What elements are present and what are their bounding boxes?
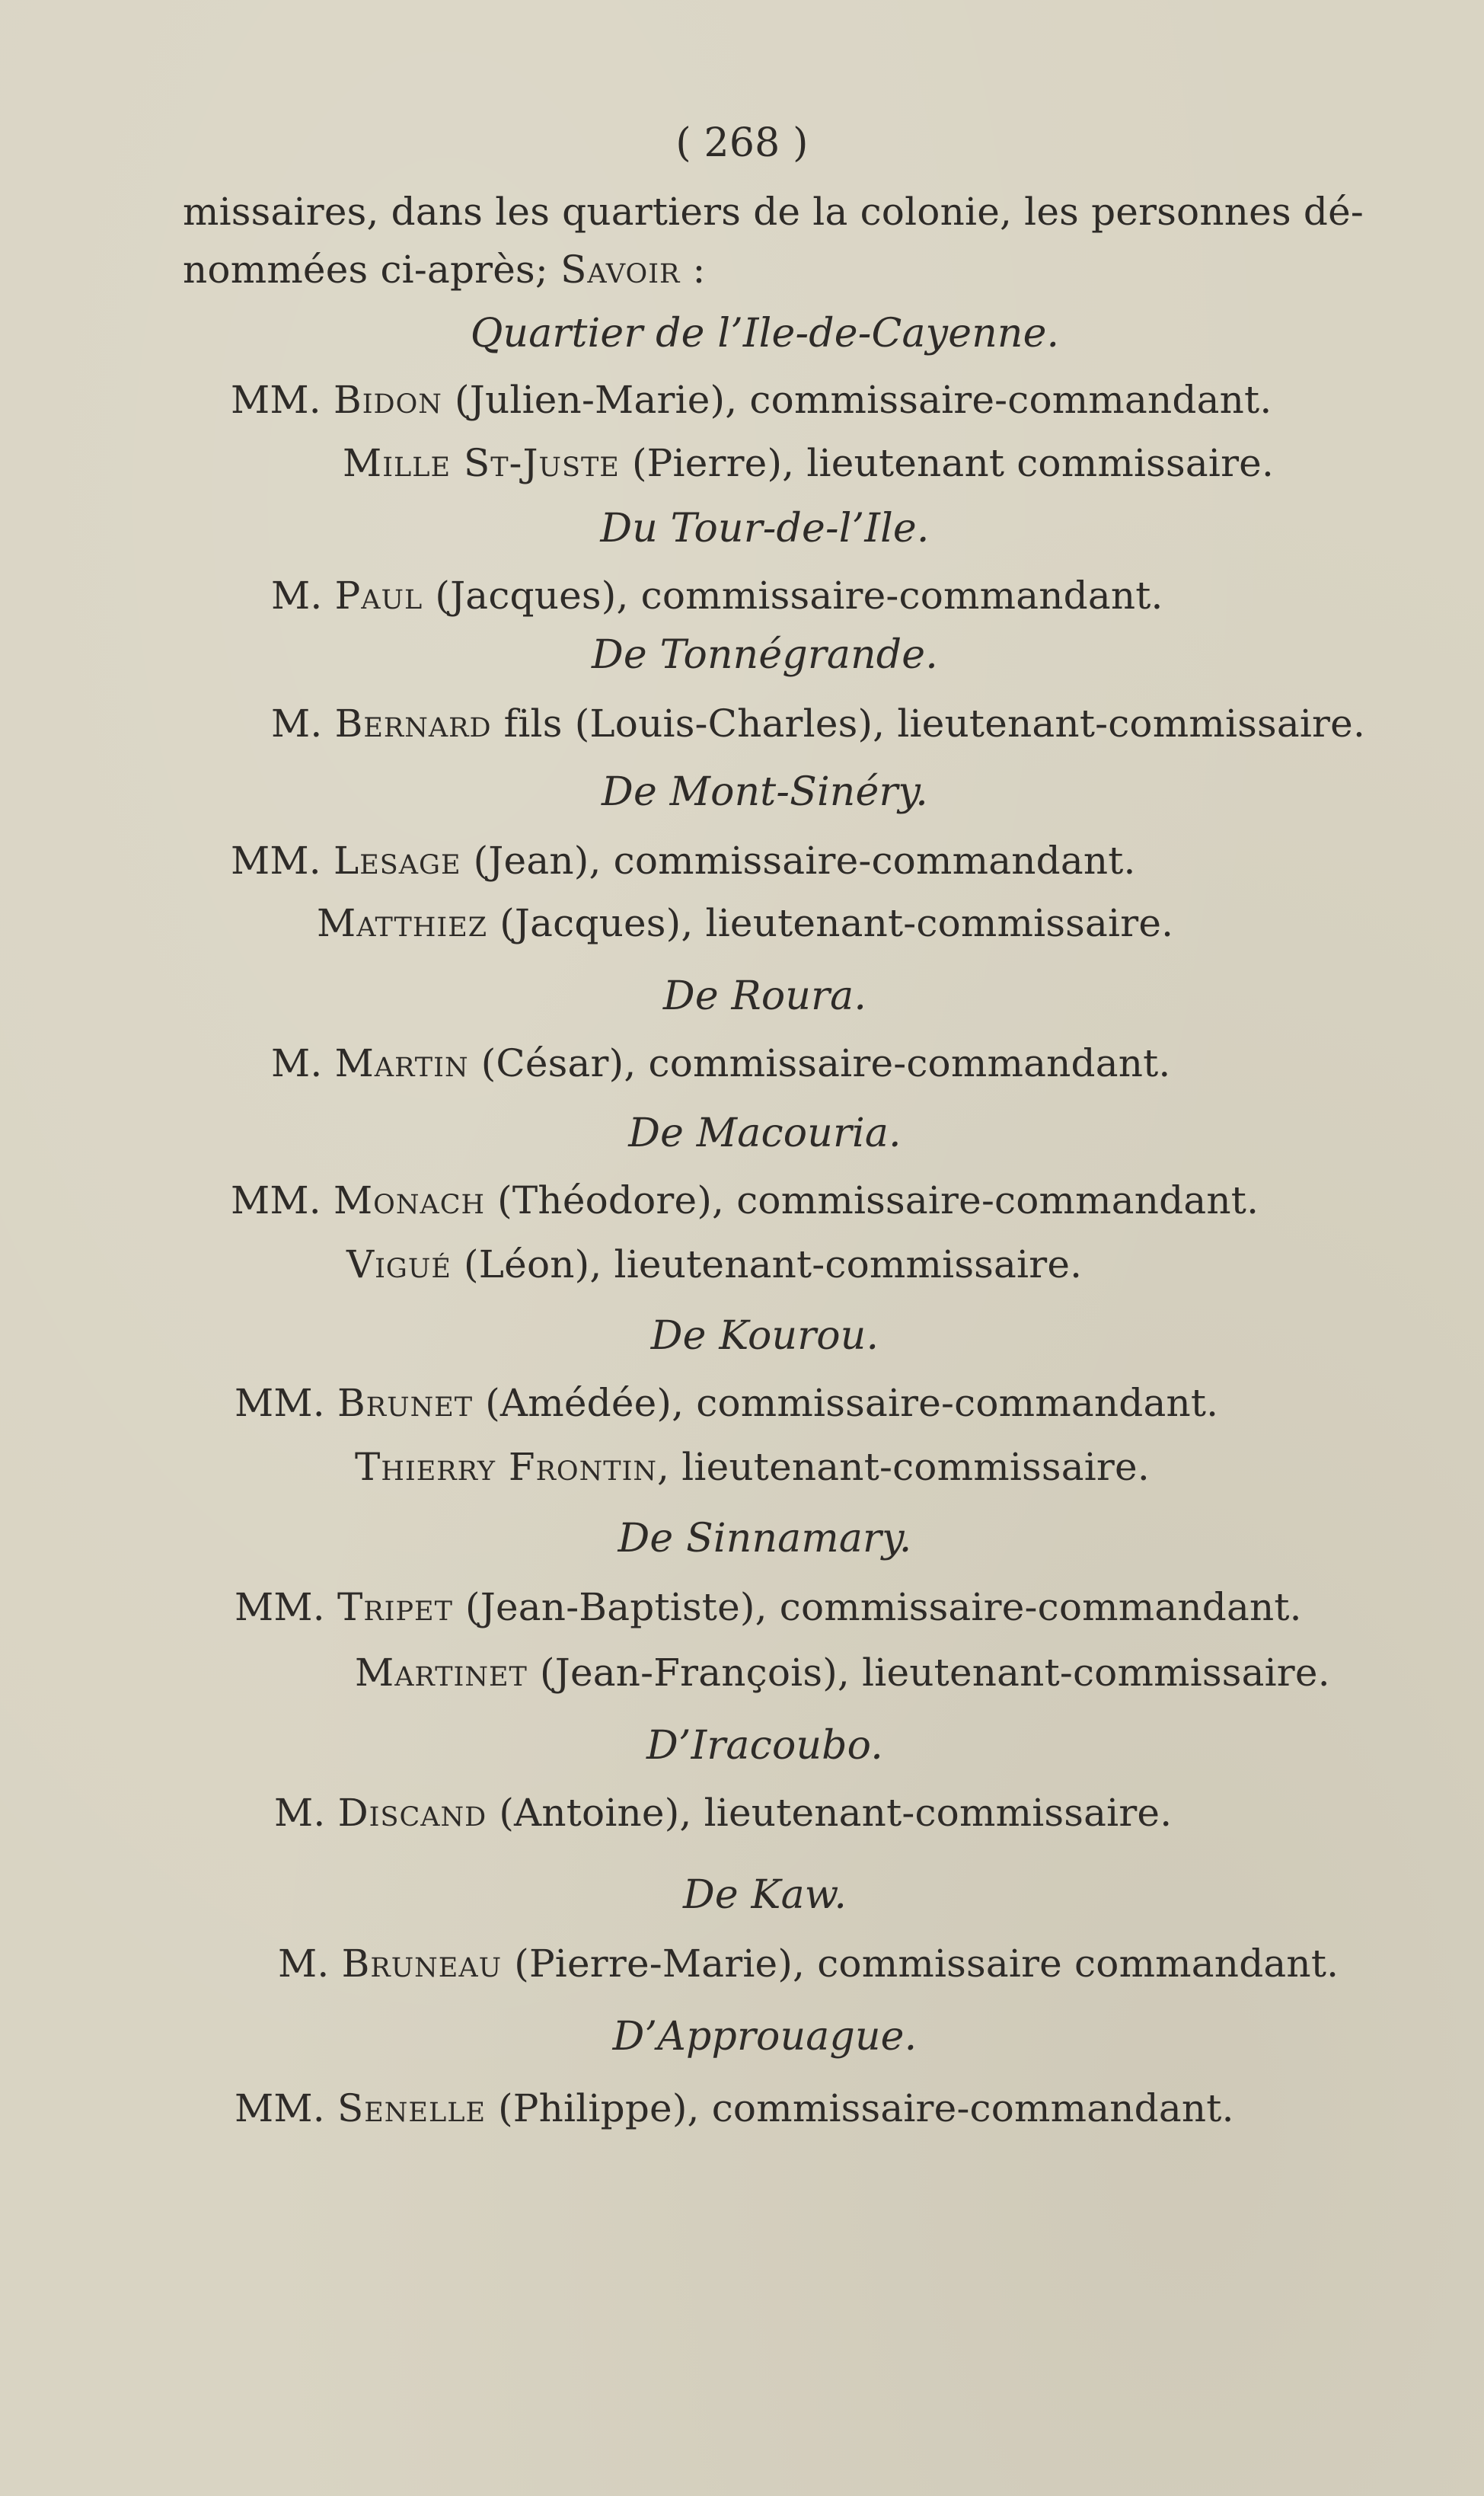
entry-rest: (Théodore), commissaire-commandant. [485,1178,1259,1222]
entry-prefix: MM. [235,1381,325,1425]
entry-name: Bruneau [341,1942,503,1986]
entry-martinet [355,1650,1330,1695]
entry-name: Matthiez [317,901,488,945]
entry-rest: (Jean-Baptiste), commissaire-commandant. [452,1585,1302,1629]
entry-thierry-frontin [355,1444,1150,1490]
entry-vigue [346,1242,1082,1287]
entry-tripet [235,1584,1302,1630]
entry-brunet [235,1380,1218,1426]
entry-prefix: MM. [235,2086,325,2130]
entry-rest: (Jean), commissaire-commandant. [461,839,1136,883]
entry-prefix: MM. [235,1585,325,1629]
entry-rest: (Julien-Marie), commissaire-commandant. [442,378,1272,422]
entry-rest: (Amédée), commissaire-commandant. [473,1381,1219,1425]
entry-name: Bernard [334,702,492,746]
entry-rest: (Philippe), commissaire-commandant. [486,2086,1234,2130]
intro-savoir: Savoir [560,248,681,292]
entry-name: Mille St-Juste [343,441,620,485]
intro-text: nommées ci-après; [183,248,561,292]
entry-prefix: MM. [231,378,321,422]
entry-mille-st-juste [343,440,1274,486]
entry-monach [231,1178,1259,1223]
intro-colon: : [680,248,706,292]
entry-name: Lesage [333,839,461,883]
section-title-tour-de-l-ile: Du Tour-de-l’Ile. [600,506,930,551]
entry-prefix: M. [271,702,323,746]
entry-name: Monach [333,1178,486,1222]
entry-name: Martin [334,1041,469,1085]
entry-martin [271,1040,1171,1086]
entry-rest: (Jacques), lieutenant-commissaire. [487,901,1174,945]
section-title-approuague: D’Approuague. [612,2014,918,2060]
entry-prefix: MM. [231,839,321,883]
entry-prefix: M. [271,574,323,618]
entry-rest: (Pierre-Marie), commissaire commandant. [502,1942,1339,1986]
entry-senelle [235,2085,1234,2131]
entry-name: Paul [334,574,423,618]
entry-prefix: M. [278,1942,330,1986]
entry-name: Thierry Frontin [355,1445,658,1489]
section-title-ile-de-cayenne: Quartier de l’Ile-de-Cayenne. [470,311,1060,356]
page-number: ( 268 ) [675,120,809,166]
entry-name: Brunet [337,1381,474,1425]
entry-name: Vigué [346,1242,452,1286]
section-title-sinnamary: De Sinnamary. [618,1516,912,1561]
section-title-kourou: De Kourou. [650,1313,879,1359]
entry-name: Tripet [337,1585,453,1629]
intro-line-1: missaires, dans les quartiers de la colonie, les personnes dé- [183,190,1364,234]
entry-rest: fils (Louis-Charles), lieutenant-commissaire. [491,702,1366,746]
entry-prefix: M. [271,1041,323,1085]
entry-bruneau [278,1941,1339,1986]
entry-name: Discand [337,1791,487,1835]
section-title-macouria: De Macouria. [628,1111,902,1156]
section-title-tonnegrande: De Tonnégrande. [592,632,938,678]
entry-rest: (César), commissaire-commandant. [468,1041,1171,1085]
section-title-kaw: De Kaw. [682,1872,847,1918]
entry-bernard [271,701,1365,746]
entry-rest: (Pierre), lieutenant commissaire. [619,441,1275,485]
entry-name: Senelle [337,2086,486,2130]
section-title-mont-sinery: De Mont-Sinéry. [602,769,928,815]
entry-discand [274,1790,1172,1836]
intro-line-2 [183,247,706,292]
section-title-roura: De Roura. [662,973,867,1019]
entry-prefix: MM. [231,1178,321,1222]
entry-name: Martinet [355,1651,528,1695]
entry-matthiez [317,900,1173,946]
entry-rest: , lieutenant-commissaire. [657,1445,1150,1489]
entry-paul [271,573,1163,618]
entry-rest: (Jean-François), lieutenant-commissaire. [527,1651,1330,1695]
entry-bidon [231,377,1272,423]
entry-lesage [231,838,1136,884]
entry-rest: (Léon), lieutenant-commissaire. [451,1242,1083,1286]
section-title-iracoubo: D’Iracoubo. [646,1723,883,1769]
entry-rest: (Antoine), lieutenant-commissaire. [487,1791,1173,1835]
entry-prefix: M. [274,1791,326,1835]
entry-name: Bidon [333,378,442,422]
entry-rest: (Jacques), commissaire-commandant. [423,574,1163,618]
